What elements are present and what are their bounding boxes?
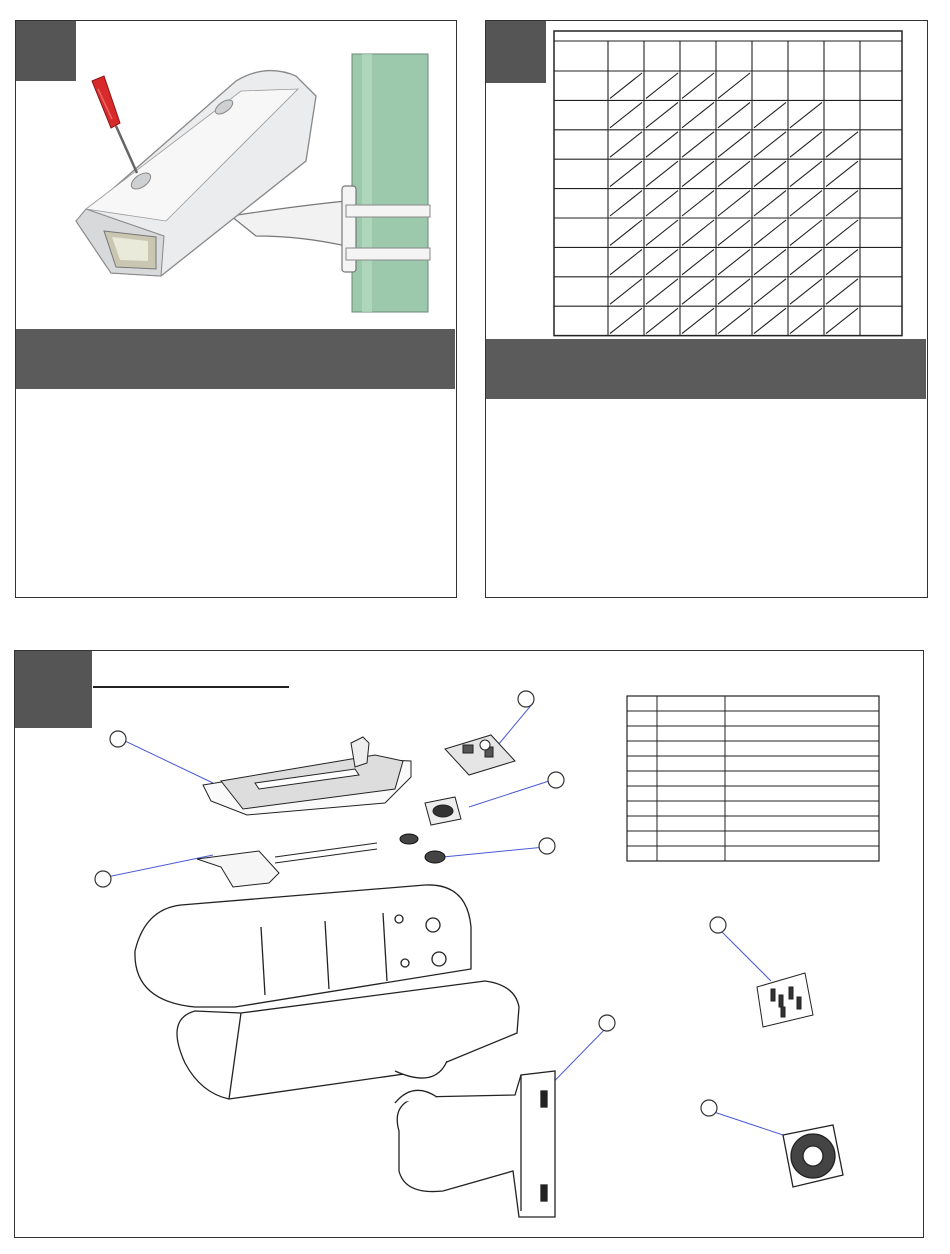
grid-cell-slash	[682, 279, 714, 304]
compatibility-grid	[552, 29, 904, 334]
grid-cell-slash	[610, 279, 642, 304]
grid-cell-slash	[718, 102, 750, 127]
grid-cell-slash	[610, 191, 642, 216]
grid-cell-slash	[790, 220, 822, 245]
grid-cell-slash	[610, 308, 642, 333]
grid-cell-slash	[754, 132, 786, 157]
grid-cell-slash	[610, 249, 642, 274]
grid-cell-slash	[718, 220, 750, 245]
grid-cell-slash	[646, 73, 678, 98]
grid-cell-slash	[754, 279, 786, 304]
step2-panel	[485, 20, 928, 598]
grid-cell-slash	[718, 161, 750, 186]
grid-cell-slash	[682, 220, 714, 245]
grid-cell-slash	[754, 308, 786, 333]
grid-cell-slash	[610, 161, 642, 186]
pole-icon	[352, 54, 428, 312]
grid-cell-slash	[682, 102, 714, 127]
mounting-plate-icon	[203, 737, 411, 815]
grid-cell-slash	[646, 279, 678, 304]
grid-cell-slash	[682, 249, 714, 274]
grid-cell-slash	[646, 102, 678, 127]
callout-3	[548, 772, 564, 788]
callout-8	[701, 1100, 717, 1116]
grid-cell-slash	[610, 220, 642, 245]
grid-cell-slash	[682, 73, 714, 98]
grid-cell-slash	[826, 220, 858, 245]
grid-cell-slash	[754, 249, 786, 274]
grid-cell-slash	[790, 308, 822, 333]
housing-shell-icon	[135, 885, 519, 1099]
grid-cell-slash	[790, 249, 822, 274]
step1-caption-bar	[16, 329, 455, 389]
grid-cell-slash	[682, 308, 714, 333]
exploded-view	[15, 651, 923, 1237]
grid-cell-slash	[790, 191, 822, 216]
grid-cell-slash	[754, 191, 786, 216]
grid-cell-slash	[826, 161, 858, 186]
grid-cell-slash	[790, 279, 822, 304]
step2-number-box	[486, 21, 546, 83]
grid-cell-slash	[826, 308, 858, 333]
grid-cell-slash	[646, 191, 678, 216]
step1-illustration	[16, 21, 456, 321]
screw-kit-icon	[757, 973, 813, 1027]
callout-4	[539, 838, 555, 854]
grid-cell-slash	[718, 73, 750, 98]
grid-border	[554, 31, 902, 336]
grid-cell-slash	[826, 279, 858, 304]
grid-cell-slash	[646, 308, 678, 333]
grid-cell-slash	[826, 191, 858, 216]
cooling-fan-icon	[783, 1125, 843, 1187]
grid-cell-slash	[718, 279, 750, 304]
grid-cell-slash	[646, 161, 678, 186]
step2-caption-bar	[486, 339, 926, 399]
cable-gland-icon	[400, 834, 445, 863]
grid-cell-slash	[646, 220, 678, 245]
wall-mount-icon	[395, 1071, 555, 1217]
grid-cell-slash	[610, 132, 642, 157]
callout-5	[95, 871, 111, 887]
grid-cell-slash	[826, 249, 858, 274]
grid-cell-slash	[754, 102, 786, 127]
callout-1	[110, 731, 126, 747]
grid-cell-slash	[610, 102, 642, 127]
grid-cell-slash	[754, 161, 786, 186]
grid-cell-slash	[826, 132, 858, 157]
step1-panel	[15, 20, 457, 598]
callout-2	[518, 691, 534, 707]
grid-cell-slash	[718, 132, 750, 157]
grid-cell-slash	[682, 132, 714, 157]
callout-7	[710, 917, 726, 933]
grid-cell-slash	[790, 102, 822, 127]
heater-board-icon	[445, 735, 515, 775]
callout-6	[599, 1015, 615, 1031]
grid-cell-slash	[718, 308, 750, 333]
step3-panel	[14, 650, 924, 1238]
grid-cell-slash	[790, 161, 822, 186]
grid-cell-slash	[682, 161, 714, 186]
screwdriver-icon	[92, 76, 137, 173]
grid-cell-slash	[646, 132, 678, 157]
grid-cell-slash	[682, 191, 714, 216]
grid-cell-slash	[610, 73, 642, 98]
blower-fan-icon	[425, 797, 461, 825]
grid-cell-slash	[646, 249, 678, 274]
grid-cell-slash	[754, 220, 786, 245]
bracket-plate-icon	[197, 843, 377, 887]
grid-cell-slash	[718, 249, 750, 274]
grid-cell-slash	[718, 191, 750, 216]
grid-cell-slash	[790, 132, 822, 157]
